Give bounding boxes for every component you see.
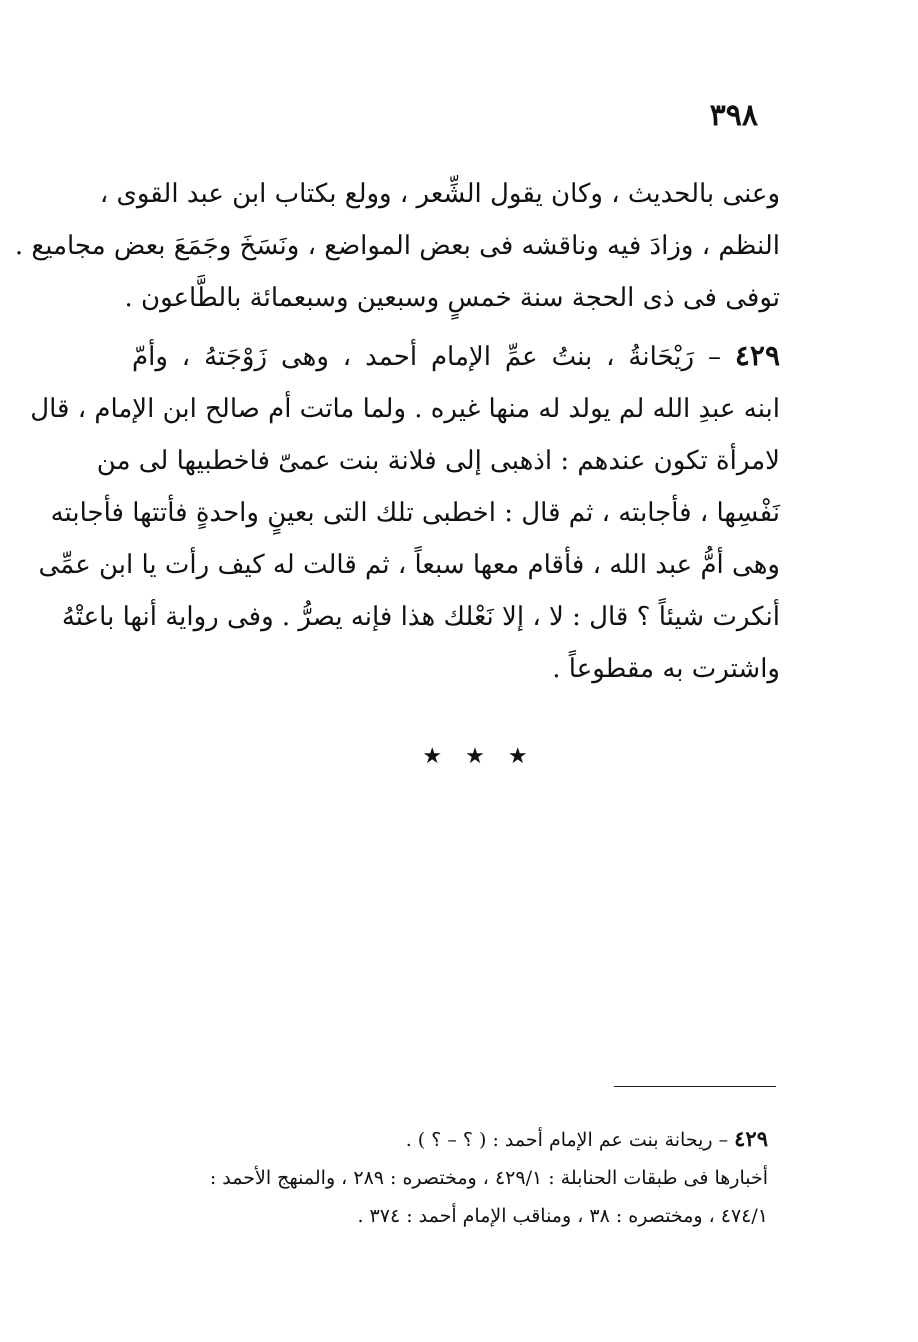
text-line: ابنه عبدِ الله لم يولد له منها غيره . ولما ماتت أم صالح ابن الإمام ، قال — [30, 394, 780, 424]
main-text — [14, 168, 780, 695]
entry-heading-text: – رَيْحَانةُ ، بنتُ عمِّ الإمام أحمد ، وهى زَوْجَتهُ ، وأمّ — [132, 342, 735, 372]
text-line: واشترت به مقطوعاً . — [552, 654, 780, 684]
text-line: وعنى بالحديث ، وكان يقول الشِّعر ، وولع بكتاب ابن عبد القوى ، — [99, 179, 780, 209]
text-line: توفى فى ذى الحجة سنة خمسٍ وسبعين وسبعمائة بالطَّاعون . — [124, 283, 780, 313]
footnote-line — [108, 1120, 768, 1159]
entry-heading-line — [132, 330, 780, 383]
text-line: أنكرت شيئاً ؟ قال : لا ، إلا نَعْلك هذا فإنه يصرُّ . وفى رواية أنها باعتْهُ — [61, 602, 780, 632]
footnote-entry-number: ٤٢٩ — [734, 1126, 768, 1151]
footnote-divider — [614, 1086, 776, 1087]
text-line: وهى أمُّ عبد الله ، فأقام معها سبعاً ، ثم قالت له كيف رأت يا ابن عمِّى — [38, 550, 780, 580]
entry-number: ٤٢٩ — [734, 339, 780, 372]
section-separator-stars: ★ ★ ★ — [422, 744, 536, 769]
paragraph-entry-429 — [30, 330, 780, 695]
footnote-heading-text: – ريحانة بنت عم الإمام أحمد : ( ؟ – ؟ ) . — [405, 1129, 735, 1151]
text-line: لامرأة تكون عندهم : اذهبى إلى فلانة بنت عمىّ فاخطبيها لى من — [96, 446, 780, 476]
page-number: ٣٩٨ — [709, 98, 758, 133]
paragraph-biography-end — [14, 168, 780, 324]
text-line: نَفْسِها ، فأجابته ، ثم قال : اخطبى تلك التى بعينٍ واحدةٍ فأتتها فأجابته — [50, 498, 780, 528]
footnote-line: ٤٧٤/١ ، ومختصره : ٣٨ ، ومناقب الإمام أحمد : ٣٧٤ . — [357, 1205, 768, 1227]
footnote-line: أخبارها فى طبقات الحنابلة : ٤٢٩/١ ، ومختصره : ٢٨٩ ، والمنهج الأحمد : — [209, 1167, 768, 1189]
footnotes — [108, 1120, 768, 1235]
text-line: النظم ، وزادَ فيه وناقشه فى بعض المواضع ، ونَسَخَ وجَمَعَ بعض مجاميع . — [14, 231, 780, 261]
